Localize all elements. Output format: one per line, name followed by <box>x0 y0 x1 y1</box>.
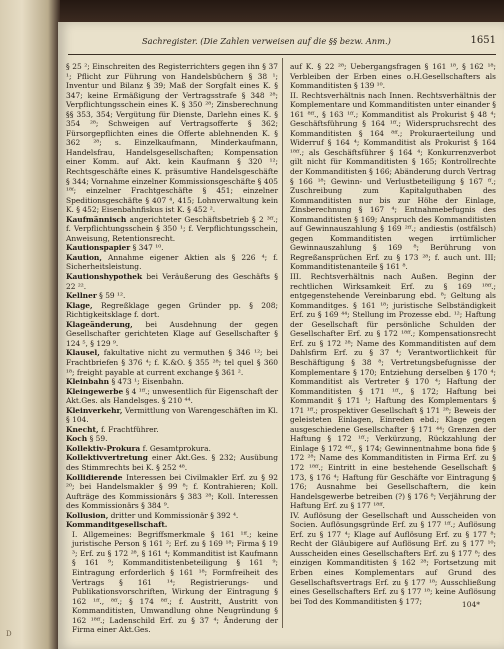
entry-keyword: Knecht, <box>66 424 99 434</box>
entry-keyword: Kaution, <box>66 252 102 262</box>
left-column <box>66 62 278 635</box>
entry-keyword: Kaufmännisch <box>66 214 127 224</box>
entry-keyword: Klausel, <box>66 348 100 358</box>
signature-mark: 104* <box>461 600 480 609</box>
book-cover-top <box>60 0 504 22</box>
running-title: Sachregister. (Die Zahlen verweisen auf die §§ bezw. Anm.) <box>142 36 391 46</box>
register-entry <box>66 520 278 530</box>
register-entry: Kleinbahn § 473 ¹; Eisenbahn. <box>66 377 184 387</box>
entry-keyword: Kleinverkehr, <box>66 405 123 415</box>
facing-page-edge <box>0 0 60 649</box>
entry-keyword: Kautionshypothek <box>66 272 143 282</box>
entry-keyword: Kleingewerbe <box>66 386 124 396</box>
entry-keyword: Klage, <box>66 300 93 310</box>
register-entry: Kellner § 59 ¹². <box>66 291 126 301</box>
register-entry: Koch § 59. <box>66 434 108 444</box>
register-entry: § 25 ²; Einschreiten des Registerrichters gegen ihn § 37 ¹; Pflicht zur Führung von Handelsbüchern § 38 ¹; Inventur und Bilanz § 39; Maß der Sorgfalt eines K. § 347; keine Ermäßigung der Vertragsstrafe § 348 ²⁸; Verpflichtungsschein eines K. § 350 ²⁸; Zinsberechnung §§ 353, 354; Vergütung für Dienste, Darlehn eines K. § 354 ²⁸; Schweigen auf Vertragsofferte § 362; Fürsorgepflichten eines die Offerte ablehnenden K. § 362 ²⁸; s. Einzelkaufmann, Minderkaufmann, Handelsfrau, Handelsgesellschaften; Kompensation einer Komm. auf Akt. kein Kaufmann § 320 ¹²; Rechtsgeschäfte eines K. präsumtive Handelsgeschäfte § 344; Vornahme einzelner Kommissionsgeschäfte § 405 ¹⁸ᶠ; einzelner Frachtgeschäfte § 451; einzelner Speditionsgeschäfte § 407 ⁴, 415; Lohnverwaltung kein K. § 452; Eisenbahnfiskus ist K. § 452 ². <box>66 62 278 215</box>
column-divider <box>282 58 283 628</box>
register-entry: Kleingewerbe § 4 ¹ᶠᶠ.; unwesentlich für Eigenschaft der Akt.Ges. als Handelsges. § 210 ⁴⁴. <box>66 386 278 406</box>
register-entry: Kollektivvertretung einer Akt.Ges. § 232; Ausübung des Stimmrechts bei K. § 252 ⁴⁸. <box>66 453 278 472</box>
register-entry: I. Allgemeines: Begriffsmerkmale § 161 ¹ᶠᶠ.; keine juristische Person § 161 ²; Erf. zu § 169 ¹⁸; Firma § 19 ³; Erf. zu § 172 ²⁸, § 161 ⁴; Kommanditist ist Kaufmann § 161 ⁹; Kommanditistenbeteiligung § 161 ⁹; Eintragung erforderlich § 161 ¹⁸; Formfreiheit des Vertrags § 161 ¹⁴; Registrierungs- und Publikationsvorschriften, Wirkung der Eintragung § 162 ¹ᶠᶠ., ⁸ᶠᶠ.; § 174 ⁸ᶠᶠ.; f. Austritt, Austritt von Kommanditisten, Umwandlung ohne Neugründung § 162 ¹⁸ᶠᶠ.; Ladenschild Erf. zu § 37 ⁴; Änderung der Firma einer Akt.Ges. <box>72 529 278 635</box>
entry-keyword: Kollusion, <box>66 510 109 520</box>
right-column <box>290 62 496 606</box>
page-header <box>58 36 504 50</box>
entry-keyword: Koch <box>66 434 88 444</box>
entry-keyword: Kleinbahn <box>66 377 110 387</box>
register-entry: Klage, Regreßklage gegen Gründer pp. § 208; Richtigkeitsklage f. dort. <box>66 300 278 320</box>
register-entry: Klausel, fakultative nicht zu vermuthen § 346 ¹²; bei Frachtbriefen § 376 ⁴; f. K.&O. § 355 ²⁸; tel quel § 360 ¹⁸; freight payable at current exchange § 361 ². <box>66 348 278 377</box>
page-number: 1651 <box>470 35 496 46</box>
entry-keyword: Kollidierende <box>66 472 123 482</box>
entry-keyword: Kommanditgesellschaft. <box>66 520 168 530</box>
register-entry: Knecht, f. Frachtführer. <box>66 424 159 434</box>
entry-keyword: Kollektiv-Prokura <box>66 443 141 453</box>
register-entry: Kaution, Annahme eigener Aktien als § 226 ⁴; f. Sicherheitsleistung. <box>66 252 278 272</box>
register-entry: Kollusion, dritter und Kommissionär § 392 ⁴. <box>66 510 239 520</box>
register-entry: Kollektiv-Prokura f. Gesamtprokura. <box>66 443 211 453</box>
register-entry: Kaufmännisch angerichteter Geschäftsbetrieb § 2 ³ᶠᶠ.; f. Verpflichtungsschein § 350 ¹; f. Verpflichtungsschein, Anweisung, Retentionsrecht. <box>66 214 278 243</box>
entry-keyword: Kellner <box>66 291 97 301</box>
register-entry: Klageänderung, bei Ausdehnung der gegen Gesellschafter gerichteten Klage auf Gesellschafter § 124 ⁵, § 129 ⁹. <box>66 319 278 348</box>
register-entry: IV. Auflösung der Gesellschaft und Ausscheiden von Socien. Auflösungsgründe Erf. zu § 177 ¹ᶠᶠ.; Auflösung Erf. zu § 177 ⁴; Klage auf Auflösung Erf. zu § 177 ⁸; Recht der Gläubigere auf Auflösung Erf. zu § 177 ¹⁰; Ausscheiden eines Gesellschafters Erf. zu § 177 ⁸; des einzigen Kommanditisten § 162 ²⁸; Fortsetzung mit Erben eines Komplementars auf Grund des Gesellschaftsvertrags Erf. zu § 177 ¹⁸; Ausschließung eines Gesellschafters Erf. zu § 177 ¹⁸; keine Auflösung bei Tod des Kommanditisten § 177; <box>290 510 496 606</box>
register-entry: Kautionshypothek bei Veräußerung des Geschäfts § 22 ²². <box>66 272 278 291</box>
header-rule <box>68 54 496 55</box>
register-page <box>58 22 504 649</box>
spine-mark: D <box>6 630 12 638</box>
entry-keyword: Klageänderung, <box>66 319 133 329</box>
register-entry: III. Rechtsverhältnis nach Außen. Beginn der rechtlichen Wirksamkeit Erf. zu § 169 ¹⁸ᶠᶠ.; entgegenstehende Vereinbarung ebd. ⁸; Geltung als Kommanditges. § 161 ¹⁸; juristische Selbständigkeit Erf. zu § 169 ⁴⁴; Stellung im Prozesse ebd. ¹²; Haftung der Gesellschaft für persönliche Schulden der Gesellschafter Erf. zu § 172 ¹⁸ᶠᶠ.; Kompensationsrecht Erf. zu § 172 ²⁸; Name des Kommanditisten auf dem Dahlsfirm Erf. zu § 37 ⁴; Verantwortlichkeit für Beschäftigung § 38 ⁸; Vertretungsbefugnisse der Komplementare § 170; Entziehung derselben § 170 ⁴; Kommanditist als Vertreter § 170 ⁴; Haftung der Kommanditisten § 171 ¹ᶠᶠ., § 172; Haftung bei Kommandit § 171 ¹; Haftung des Komplementars § 171 ¹ᶠᶠ.; prospektiver Gesellschaft § 171 ²⁸; Beweis der geleisteten Einlagen, Einreden ebd.; Klage gegen ausgeschiedene Gesellschafter § 171 ⁴⁴; Grenzen der Haftung § 172 ¹ᶠᶠ.; Verkürzung, Rückzahlung der Einlage § 172 ⁴ᶠᶠ., § 174; Gewinnentnahme bona fide § 172 ²⁸; Name des Kommanditisten in Firma Erf. zu § 172 ¹⁸ᶠᶠ.; Eintritt in eine bestehende Gesellschaft § 173, § 176 ⁴; Haftung für Geschäfte vor Eintragung § 176; Ausnahme bei Gesellschaftern, die kein Handelsgewerbe betreiben (?) § 176 ⁸; Verjährung der Haftung Erf. zu § 177 ¹⁸ᶠᶠ. <box>290 272 496 511</box>
register-entry: Kleinverkehr, Vermittlung von Warengeschäften im Kl. § 104. <box>66 405 278 425</box>
register-entry: Kautionspapier § 347 ¹⁰. <box>66 243 164 253</box>
entry-keyword: Kautionspapier <box>66 243 131 253</box>
register-entry: auf K. § 22 ²⁸; Uebergangsfragen § 161 ¹⁸, § 162 ¹⁸; Verbleiben der Erben eines o.H.Gesellschafters als Kommanditisten § 139 ¹⁰. <box>290 62 496 91</box>
register-entry: II. Rechtsverhältnis nach Innen. Rechtsverhältnis der Komplementare und Kommanditisten unter einander § 161 ⁸ᶠᶠ., § 163 ¹ᶠᶠ.; Kommanditist als Prokurist § 48 ⁴; Geschäftsführung § 164 ¹ᶠᶠ.; Widerspruchsrecht des Kommanditisten § 164 ⁸ᶠᶠ.; Prokuraerteilung und Widerruf § 164 ⁴; Kommanditist als Prokurist § 164 ¹⁸ᶠᶠ.; als Geschäftsführer § 164 ⁴; Konkurrenzverbot gilt nicht für Kommanditisten § 165; Kontrollrechte der Kommanditisten § 166; Abänderung durch Vertrag § 166 ¹⁸; Gewinn- und Verlustbeteiligung § 167 ᶠᶠ.; Zuschreibung zum Kapitalguthaben des Kommanditisten nur bis zur Höhe der Einlage, Zinsberechnung § 167 ⁴; Entnahmebefugnis des Kommanditisten § 169; Anspruch des Kommanditisten auf Gewinnauszahlung § 169 ²ᶠᶠ.; andiestis (ostfälsch) gegen Kommanditisten wegen irrtümlicher Gewinnauszahlung § 169 ⁸; Berührung von Regreßansprüchen Erf. zu § 173 ²⁸; f. auch unt. III; Kommanditistenanteile § 161 ⁸. <box>290 90 496 272</box>
entry-keyword: Kollektivvertretung <box>66 453 148 463</box>
register-entry: Kollidierende Interessen bei Civilmakler Erf. zu § 92 ²⁰; bei Handelsmakler § 99 ⁸; f. Kontrahieren; Koll. Aufträge des Kommissionärs § 383 ²⁸; Koll. Interessen des Kommissionärs § 384 ⁹. <box>66 472 278 511</box>
